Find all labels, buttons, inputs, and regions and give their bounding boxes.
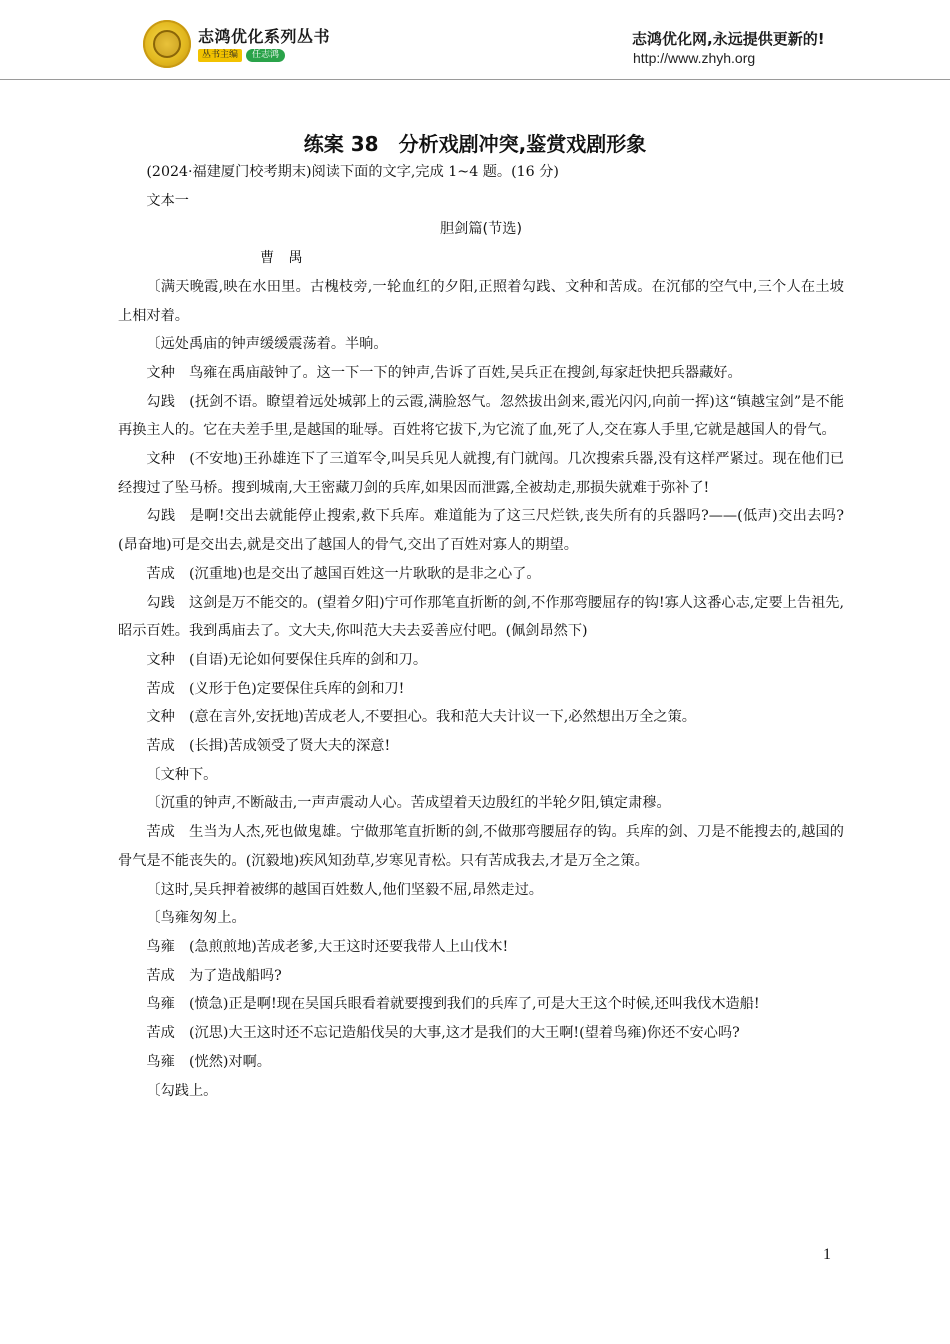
line-text: (不安地)王孙雄连下了三道军令,叫吴兵见人就搜,有门就闯。几次搜索兵器,没有这样严紧过。现在他们已经搜过了坠马桥。搜到城南,大王密藏刀剑的兵库,如果因而泄露,全被劫走,那损失就难于弥补了! (118, 451, 844, 496)
stage-direction (118, 789, 844, 818)
line-text: (恍然)对啊。 (188, 1053, 271, 1070)
line-text: 〔满天晚霞,映在水田里。古槐枝旁,一轮血红的夕阳,正照着勾践、文种和苦成。在沉郁的空气中,三个人在土坡上相对着。 (118, 278, 844, 324)
dialogue-line (118, 703, 844, 732)
line-text: (抚剑不语。瞭望着远处城郭上的云霞,满脸怒气。忽然拔出剑来,霞光闪闪,向前一挥)这“镇越宝剑”是不能再换主人的。它在夫差手里,是越国的耻辱。百姓将它拔下,为它流了血,死了人,交在寡人手里,它就是越国人的骨气。 (118, 393, 844, 439)
script-lines (118, 273, 844, 1105)
dialogue-line (118, 646, 844, 675)
speaker-name: 文种 (146, 651, 175, 668)
speaker-name: 苦成 (146, 1025, 175, 1042)
dialogue-line (118, 445, 844, 502)
dialogue-line (118, 388, 844, 445)
dialogue-line (118, 933, 844, 962)
header-url: http://www.zhyh.org (633, 50, 756, 66)
dialogue-line (118, 818, 844, 875)
dialogue-line (118, 560, 844, 589)
line-text: 〔勾践上。 (146, 1082, 218, 1099)
series-logo-icon (143, 20, 191, 68)
dialogue-line (118, 990, 844, 1019)
series-title: 志鸿优化系列丛书 (198, 27, 331, 46)
dialogue-line (118, 1048, 844, 1077)
speaker-name: 苦成 (146, 565, 175, 582)
line-text: (沉思)大王这时还不忘记造船伐吴的大事,这才是我们的大王啊!(望着鸟雍)你还不安心吗? (188, 1025, 740, 1042)
speaker-name: 苦成 (146, 824, 175, 841)
speaker-name: 苦成 (146, 680, 175, 697)
speaker-name: 苦成 (146, 738, 175, 755)
line-text: (意在言外,安抚地)苦成老人,不要担心。我和范大夫计议一下,必然想出万全之策。 (188, 709, 696, 726)
dialogue-line (118, 1019, 844, 1048)
stage-direction (118, 330, 844, 359)
speaker-name: 鸟雍 (146, 938, 175, 955)
dialogue-line (118, 962, 844, 991)
dialogue-line (118, 502, 844, 559)
stage-direction (118, 904, 844, 933)
line-text: 鸟雍在禹庙敲钟了。这一下一下的钟声,告诉了百姓,吴兵正在搜剑,每家赶快把兵器藏好。 (188, 364, 742, 381)
line-text: 是啊!交出去就能停止搜索,救下兵库。难道能为了这三尺烂铁,丧失所有的兵器吗?——(低声)交出去吗?(昂奋地)可是交出去,就是交出了越国人的骨气,交出了百姓对寡人的期望。 (118, 508, 844, 554)
line-text: (自语)无论如何要保住兵库的剑和刀。 (188, 651, 428, 668)
logo-emblem (153, 30, 181, 58)
line-text: 生当为人杰,死也做鬼雄。宁做那笔直折断的剑,不做那弯腰屈存的钩。兵库的剑、刀是不能搜去的,越国的骨气是不能丧失的。(沉毅地)疾风知劲草,岁寒见青松。只有苦成我去,才是万全之策。 (118, 824, 844, 869)
line-text: 〔远处禹庙的钟声缓缓震荡着。半晌。 (146, 336, 388, 353)
dialogue-line (118, 732, 844, 761)
dialogue-line (118, 589, 844, 646)
line-text: 为了造战船吗? (188, 967, 282, 984)
editor-line (198, 48, 285, 62)
play-title: 胆剑篇(节选) (439, 221, 522, 238)
speaker-name: 鸟雍 (146, 1053, 175, 1070)
stage-direction (118, 761, 844, 790)
line-text: 〔文种下。 (146, 766, 218, 783)
stage-direction (118, 273, 844, 330)
speaker-name: 苦成 (146, 967, 175, 984)
dialogue-line (118, 675, 844, 704)
document-body (118, 158, 844, 1105)
page-title: 练案 38 分析戏剧冲突,鉴赏戏剧形象 (303, 132, 647, 156)
page-header (0, 0, 950, 80)
line-text: (急煎煎地)苦成老爹,大王这时还要我带人上山伐木! (188, 938, 509, 955)
speaker-name: 鸟雍 (146, 996, 175, 1013)
stage-direction (118, 876, 844, 905)
line-text: 〔沉重的钟声,不断敲击,一声声震动人心。苦成望着天边殷红的半轮夕阳,镇定肃穆。 (146, 795, 671, 812)
header-divider (0, 79, 950, 80)
line-text: (义形于色)定要保住兵库的剑和刀! (188, 680, 405, 697)
speaker-name: 文种 (146, 364, 175, 381)
line-text: (愤急)正是啊!现在吴国兵眼看着就要搜到我们的兵库了,可是大王这个时候,还叫我伐木造船! (188, 996, 760, 1013)
section-label: 文本一 (146, 192, 189, 209)
page-number: 1 (823, 1246, 831, 1263)
editor-name: 任志鸿 (246, 49, 285, 62)
line-text: 〔这时,吴兵押着被绑的越国百姓数人,他们坚毅不屈,昂然走过。 (146, 881, 543, 898)
line-text: (沉重地)也是交出了越国百姓这一片耿耿的是非之心了。 (188, 565, 541, 582)
header-slogan: 志鸿优化网,永远提供更新的! (632, 30, 825, 48)
line-text: (长揖)苦成领受了贤大夫的深意! (188, 738, 391, 755)
line-text: 〔鸟雍匆匆上。 (146, 910, 246, 927)
speaker-name: 文种 (146, 709, 175, 726)
editor-label: 丛书主编 (198, 49, 242, 62)
line-text: 这剑是万不能交的。(望着夕阳)宁可作那笔直折断的剑,不作那弯腰屈存的钩!寡人这番心志,定要上告祖先,昭示百姓。我到禹庙去了。文大夫,你叫范大夫去妥善应付吧。(佩剑昂然下) (118, 594, 844, 640)
speaker-name: 文种 (146, 451, 176, 468)
dialogue-line (118, 359, 844, 388)
stage-direction (118, 1077, 844, 1106)
speaker-name: 勾践 (146, 393, 175, 410)
speaker-name: 勾践 (146, 594, 175, 611)
question-intro: (2024·福建厦门校考期末)阅读下面的文字,完成 1~4 题。(16 分) (146, 164, 559, 180)
speaker-name: 勾践 (146, 508, 176, 525)
author: 曹 禺 (260, 250, 303, 267)
